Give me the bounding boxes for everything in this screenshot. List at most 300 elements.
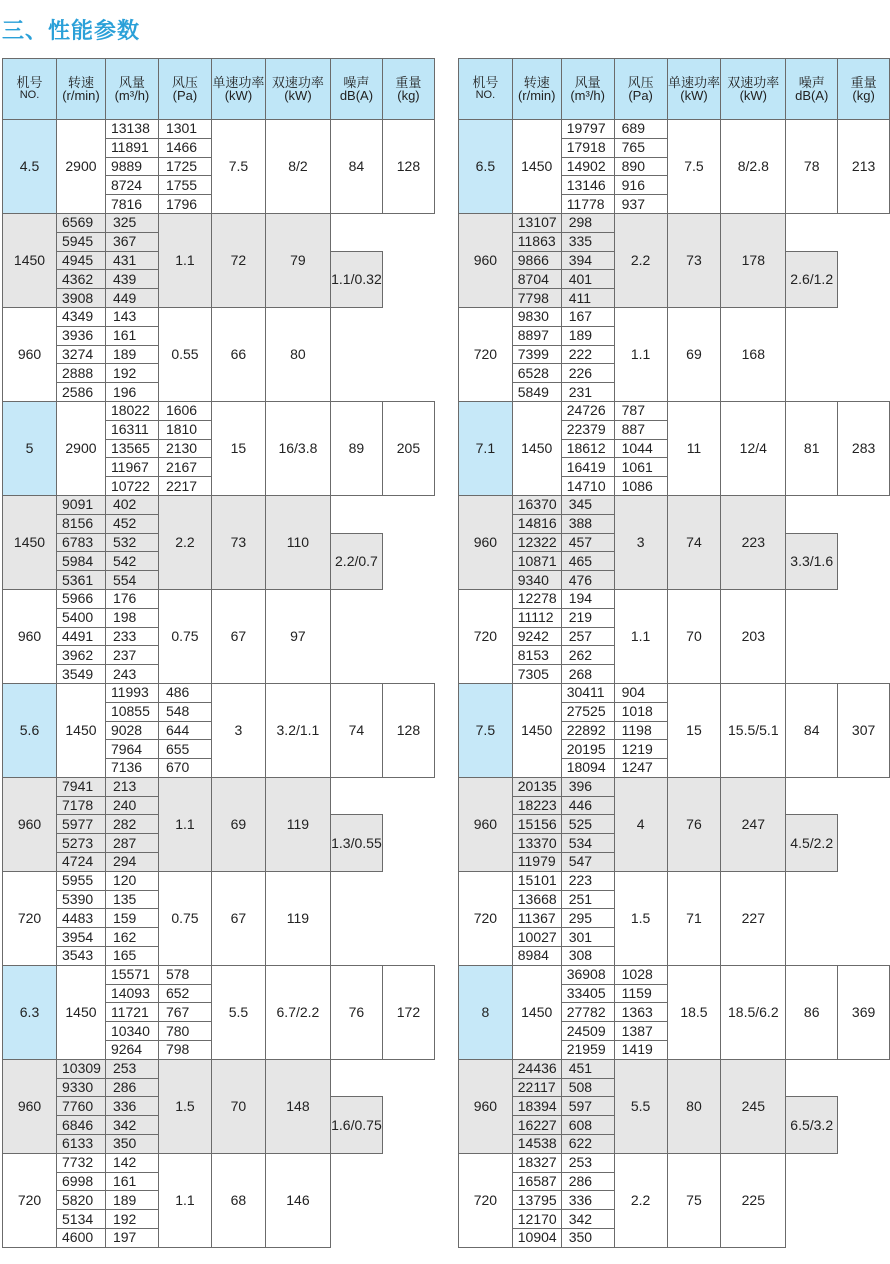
header-noise-unit: dB(A): [795, 88, 829, 103]
weight-cell: 245: [721, 1059, 786, 1153]
speed-cell: 960: [3, 777, 57, 871]
pressure-cell: 476: [561, 571, 614, 590]
single-power-cell: 2.2: [158, 495, 211, 589]
flow-cell: 3549: [57, 665, 106, 684]
flow-cell: 14538: [512, 1135, 561, 1154]
noise-cell: 72: [211, 213, 265, 307]
pressure-cell: 165: [105, 947, 158, 966]
speed-group: [3, 871, 435, 965]
dual-power-cell-low: 1.1/0.32: [330, 251, 382, 307]
speed-cell: 2900: [57, 401, 106, 495]
flow-cell: 14093: [105, 984, 158, 1003]
weight-cell: 80: [265, 307, 330, 401]
dual-power-cell-high: 16/3.8: [265, 401, 330, 495]
flow-cell: 27525: [561, 702, 614, 721]
noise-cell: 76: [330, 965, 382, 1059]
pressure-cell: 548: [158, 702, 211, 721]
speed-group: [459, 683, 890, 777]
flow-cell: 3954: [57, 928, 106, 947]
pressure-cell: 670: [158, 759, 211, 778]
pressure-cell: 189: [561, 326, 614, 345]
pressure-cell: 1725: [158, 157, 211, 176]
single-power-cell: 1.1: [614, 589, 667, 683]
single-power-cell: 1.1: [158, 777, 211, 871]
header-model-label: 机号: [472, 75, 499, 90]
pressure-cell: 1387: [614, 1022, 667, 1041]
pressure-cell: 1796: [158, 195, 211, 214]
speed-cell: 720: [3, 1153, 57, 1247]
pressure-cell: 394: [561, 251, 614, 270]
pressure-cell: 336: [561, 1191, 614, 1210]
flow-cell: 33405: [561, 984, 614, 1003]
pressure-cell: 167: [561, 307, 614, 326]
pressure-cell: 162: [105, 928, 158, 947]
flow-cell: 9091: [57, 495, 106, 514]
speed-group: [459, 965, 890, 1059]
pressure-cell: 655: [158, 740, 211, 759]
flow-cell: 9889: [105, 157, 158, 176]
header-speed-unit: (r/min): [62, 88, 100, 103]
pressure-cell: 223: [561, 871, 614, 890]
header-speed-label: 转速: [523, 75, 550, 90]
flow-cell: 3543: [57, 947, 106, 966]
speed-group: [3, 120, 435, 214]
pressure-cell: 222: [561, 345, 614, 364]
header-single-power-unit: (kW): [224, 88, 253, 103]
pressure-cell: 644: [158, 721, 211, 740]
header-weight-unit: (kg): [397, 88, 420, 103]
flow-cell: 9330: [57, 1078, 106, 1097]
table-row: [459, 495, 890, 514]
flow-cell: 7732: [57, 1153, 106, 1172]
table-row: [459, 307, 890, 326]
speed-cell: 720: [459, 589, 513, 683]
flow-cell: 7964: [105, 740, 158, 759]
speed-group: [459, 589, 890, 683]
pressure-cell: 301: [561, 928, 614, 947]
flow-cell: 30411: [561, 683, 614, 702]
model-number-cell: 7.5: [459, 683, 513, 777]
pressure-cell: 597: [561, 1097, 614, 1116]
pressure-cell: 176: [105, 589, 158, 608]
header-single-power-unit: (kW): [680, 88, 708, 103]
pressure-cell: 542: [105, 552, 158, 571]
single-power-cell: 0.55: [158, 307, 211, 401]
speed-group: [459, 120, 890, 214]
single-power-cell: 1.1: [614, 307, 667, 401]
speed-cell: 720: [459, 871, 513, 965]
noise-cell: 86: [786, 965, 838, 1059]
pressure-cell: 452: [105, 514, 158, 533]
pressure-cell: 451: [561, 1059, 614, 1078]
single-power-cell: 5.5: [614, 1059, 667, 1153]
speed-group: [3, 683, 435, 777]
table-row: [459, 1059, 890, 1078]
pressure-cell: 192: [105, 364, 158, 383]
dual-power-cell-low: 4.5/2.2: [786, 815, 838, 871]
flow-cell: 14710: [561, 477, 614, 496]
speed-cell: 720: [459, 1153, 513, 1247]
flow-cell: 4724: [57, 853, 106, 872]
flow-cell: 7178: [57, 796, 106, 815]
speed-cell: 1450: [3, 495, 57, 589]
pressure-cell: 1363: [614, 1003, 667, 1022]
header-noise-unit: dB(A): [339, 88, 374, 103]
dual-power-cell-high: 12/4: [721, 401, 786, 495]
weight-cell: 227: [721, 871, 786, 965]
noise-cell: 67: [211, 589, 265, 683]
weight-cell: 178: [721, 213, 786, 307]
header-model: [3, 59, 57, 120]
flow-cell: 16370: [512, 495, 561, 514]
flow-cell: 7399: [512, 345, 561, 364]
dual-power-cell-high: 18.5/6.2: [721, 965, 786, 1059]
pressure-cell: 350: [561, 1229, 614, 1248]
header-dual-power: [721, 59, 786, 120]
flow-cell: 5849: [512, 383, 561, 402]
flow-cell: 12322: [512, 533, 561, 552]
pressure-cell: 295: [561, 909, 614, 928]
pressure-cell: 1061: [614, 458, 667, 477]
flow-cell: 11863: [512, 232, 561, 251]
dual-power-cell-high: 8/2.8: [721, 120, 786, 214]
header-weight-label: 重量: [850, 75, 877, 90]
single-power-cell: 15: [211, 401, 265, 495]
pressure-cell: 608: [561, 1116, 614, 1135]
header-flow: [561, 59, 614, 120]
header-model-unit: NO.: [475, 89, 496, 101]
header-weight: [838, 59, 890, 120]
noise-cell: 89: [330, 401, 382, 495]
speed-group: [459, 1153, 890, 1247]
noise-cell: 69: [667, 307, 721, 401]
pressure-cell: 388: [561, 514, 614, 533]
single-power-cell: 7.5: [667, 120, 721, 214]
table-row: [3, 401, 435, 420]
pressure-cell: 780: [158, 1022, 211, 1041]
pressure-cell: 257: [561, 627, 614, 646]
speed-group: [3, 777, 435, 871]
noise-cell: 74: [330, 683, 382, 777]
pressure-cell: 402: [105, 495, 158, 514]
weight-cell: 283: [838, 401, 890, 495]
performance-table-right: [458, 58, 890, 1248]
pressure-cell: 532: [105, 533, 158, 552]
speed-cell: 1450: [512, 120, 561, 214]
flow-cell: 5820: [57, 1191, 106, 1210]
flow-cell: 5977: [57, 815, 106, 834]
header-model-label: 机号: [16, 75, 43, 90]
pressure-cell: 161: [105, 1172, 158, 1191]
flow-cell: 8724: [105, 176, 158, 195]
pressure-cell: 298: [561, 213, 614, 232]
single-power-cell: 11: [667, 401, 721, 495]
speed-cell: 2900: [57, 120, 106, 214]
header-model: [459, 59, 513, 120]
pressure-cell: 652: [158, 984, 211, 1003]
speed-group: [459, 307, 890, 401]
noise-cell: 84: [330, 120, 382, 214]
pressure-cell: 253: [561, 1153, 614, 1172]
flow-cell: 14902: [561, 157, 614, 176]
flow-cell: 11112: [512, 608, 561, 627]
pressure-cell: 1810: [158, 420, 211, 439]
pressure-cell: 286: [561, 1172, 614, 1191]
pressure-cell: 457: [561, 533, 614, 552]
pressure-cell: 890: [614, 157, 667, 176]
weight-cell: 148: [265, 1059, 330, 1153]
flow-cell: 9340: [512, 571, 561, 590]
header-weight-label: 重量: [395, 75, 422, 90]
dual-power-cell-low: 2.6/1.2: [786, 251, 838, 307]
pressure-cell: 916: [614, 176, 667, 195]
pressure-cell: 213: [105, 777, 158, 796]
pressure-cell: 335: [561, 232, 614, 251]
flow-cell: 11778: [561, 195, 614, 214]
table-row: [459, 213, 890, 232]
weight-cell: 213: [838, 120, 890, 214]
pressure-cell: 367: [105, 232, 158, 251]
header-single-power-label: 单速功率: [212, 75, 265, 90]
flow-cell: 9264: [105, 1041, 158, 1060]
pressure-cell: 1086: [614, 477, 667, 496]
pressure-cell: 486: [158, 683, 211, 702]
flow-cell: 5955: [57, 871, 106, 890]
pressure-cell: 449: [105, 289, 158, 308]
pressure-cell: 554: [105, 571, 158, 590]
flow-cell: 22379: [561, 420, 614, 439]
model-number-cell: 4.5: [3, 120, 57, 214]
pressure-cell: 308: [561, 947, 614, 966]
table-row: [459, 1153, 890, 1172]
speed-cell: 1450: [57, 965, 106, 1059]
table-row: [3, 1059, 435, 1078]
flow-cell: 7305: [512, 665, 561, 684]
header-speed: [57, 59, 106, 120]
flow-cell: 22892: [561, 721, 614, 740]
flow-cell: 2888: [57, 364, 106, 383]
pressure-cell: 194: [561, 589, 614, 608]
header-model-unit: NO.: [19, 89, 40, 101]
noise-cell: 76: [667, 777, 721, 871]
flow-cell: 10309: [57, 1059, 106, 1078]
pressure-cell: 197: [105, 1229, 158, 1248]
model-number-cell: 7.1: [459, 401, 513, 495]
speed-cell: 1450: [57, 683, 106, 777]
model-number-cell: 8: [459, 965, 513, 1059]
flow-cell: 15571: [105, 965, 158, 984]
dual-power-cell-low: 1.3/0.55: [330, 815, 382, 871]
header-noise-label: 噪声: [343, 75, 370, 90]
flow-cell: 12278: [512, 589, 561, 608]
page-title: 三、性能参数: [2, 19, 141, 44]
flow-cell: 6528: [512, 364, 561, 383]
noise-cell: 70: [667, 589, 721, 683]
pressure-cell: 142: [105, 1153, 158, 1172]
speed-group: [3, 589, 435, 683]
pressure-cell: 508: [561, 1078, 614, 1097]
speed-cell: 960: [3, 1059, 57, 1153]
pressure-cell: 622: [561, 1135, 614, 1154]
flow-cell: 18612: [561, 439, 614, 458]
flow-cell: 11721: [105, 1003, 158, 1022]
flow-cell: 9028: [105, 721, 158, 740]
weight-cell: 119: [265, 777, 330, 871]
speed-cell: 1450: [512, 683, 561, 777]
flow-cell: 6846: [57, 1116, 106, 1135]
pressure-cell: 262: [561, 646, 614, 665]
header-pressure-label: 风压: [171, 75, 198, 90]
pressure-cell: 253: [105, 1059, 158, 1078]
table-row: [3, 213, 435, 232]
header-dual-power: [265, 59, 330, 120]
pressure-cell: 465: [561, 552, 614, 571]
weight-cell: 168: [721, 307, 786, 401]
flow-cell: 5400: [57, 608, 106, 627]
pressure-cell: 1198: [614, 721, 667, 740]
flow-cell: 10340: [105, 1022, 158, 1041]
weight-cell: 203: [721, 589, 786, 683]
speed-cell: 1450: [512, 401, 561, 495]
table-row: [459, 120, 890, 139]
flow-cell: 22117: [512, 1078, 561, 1097]
speed-cell: 960: [459, 495, 513, 589]
flow-cell: 4349: [57, 307, 106, 326]
table-row: [3, 965, 435, 984]
single-power-cell: 0.75: [158, 589, 211, 683]
dual-power-cell-high: 8/2: [265, 120, 330, 214]
pressure-cell: 342: [561, 1210, 614, 1229]
weight-cell: 172: [382, 965, 434, 1059]
pressure-cell: 268: [561, 665, 614, 684]
flow-cell: 5966: [57, 589, 106, 608]
table-header: [459, 59, 890, 120]
flow-cell: 8156: [57, 514, 106, 533]
pressure-cell: 937: [614, 195, 667, 214]
pressure-cell: 2217: [158, 477, 211, 496]
flow-cell: 6998: [57, 1172, 106, 1191]
speed-group: [459, 871, 890, 965]
flow-cell: 5945: [57, 232, 106, 251]
single-power-cell: 3: [614, 495, 667, 589]
pressure-cell: 396: [561, 777, 614, 796]
speed-cell: 960: [459, 213, 513, 307]
pressure-cell: 237: [105, 646, 158, 665]
flow-cell: 27782: [561, 1003, 614, 1022]
flow-cell: 15101: [512, 871, 561, 890]
pressure-cell: 401: [561, 270, 614, 289]
speed-group: [459, 1059, 890, 1153]
speed-cell: 960: [3, 589, 57, 683]
header-noise: [330, 59, 382, 120]
noise-cell: 73: [211, 495, 265, 589]
weight-cell: 128: [382, 120, 434, 214]
noise-cell: 73: [667, 213, 721, 307]
flow-cell: 11993: [105, 683, 158, 702]
speed-cell: 720: [459, 307, 513, 401]
weight-cell: 369: [838, 965, 890, 1059]
noise-cell: 70: [211, 1059, 265, 1153]
performance-table-left: [2, 58, 435, 1248]
flow-cell: 9830: [512, 307, 561, 326]
dual-power-cell-low: 6.5/3.2: [786, 1097, 838, 1153]
weight-cell: 247: [721, 777, 786, 871]
header-row: [3, 59, 435, 120]
header-single-power-label: 单速功率: [667, 75, 720, 90]
speed-group: [3, 1153, 435, 1247]
dual-power-cell-high: 6.7/2.2: [265, 965, 330, 1059]
flow-cell: 11979: [512, 853, 561, 872]
flow-cell: 24436: [512, 1059, 561, 1078]
pressure-cell: 765: [614, 138, 667, 157]
speed-group: [3, 401, 435, 495]
pressure-cell: 135: [105, 890, 158, 909]
pressure-cell: 798: [158, 1041, 211, 1060]
noise-cell: 66: [211, 307, 265, 401]
speed-group: [3, 1059, 435, 1153]
flow-cell: 7941: [57, 777, 106, 796]
pressure-cell: 240: [105, 796, 158, 815]
speed-group: [459, 495, 890, 589]
flow-cell: 11891: [105, 138, 158, 157]
flow-cell: 5984: [57, 552, 106, 571]
flow-cell: 8984: [512, 947, 561, 966]
header-speed: [512, 59, 561, 120]
single-power-cell: 4: [614, 777, 667, 871]
pressure-cell: 189: [105, 345, 158, 364]
pressure-cell: 1018: [614, 702, 667, 721]
noise-cell: 75: [667, 1153, 721, 1247]
weight-cell: 205: [382, 401, 434, 495]
speed-group: [459, 213, 890, 307]
flow-cell: 4362: [57, 270, 106, 289]
header-dual-power-label: 双速功率: [727, 75, 780, 90]
flow-cell: 7798: [512, 289, 561, 308]
table-row: [459, 871, 890, 890]
single-power-cell: 1.1: [158, 1153, 211, 1247]
pressure-cell: 294: [105, 853, 158, 872]
noise-cell: 84: [786, 683, 838, 777]
single-power-cell: 1.1: [158, 213, 211, 307]
pressure-cell: 547: [561, 853, 614, 872]
noise-cell: 69: [211, 777, 265, 871]
header-speed-unit: (r/min): [517, 88, 556, 103]
flow-cell: 18394: [512, 1097, 561, 1116]
pressure-cell: 251: [561, 890, 614, 909]
pressure-cell: 525: [561, 815, 614, 834]
header-flow-label: 风量: [118, 75, 145, 90]
single-power-cell: 2.2: [614, 1153, 667, 1247]
noise-cell: 71: [667, 871, 721, 965]
header-dual-power-label: 双速功率: [271, 75, 324, 90]
table-row: [459, 589, 890, 608]
weight-cell: 79: [265, 213, 330, 307]
flow-cell: 12170: [512, 1210, 561, 1229]
flow-cell: 18223: [512, 796, 561, 815]
pressure-cell: 161: [105, 326, 158, 345]
weight-cell: 307: [838, 683, 890, 777]
header-pressure-unit: (Pa): [628, 88, 653, 103]
speed-group: [3, 495, 435, 589]
speed-group: [459, 401, 890, 495]
flow-cell: 10855: [105, 702, 158, 721]
flow-cell: 3274: [57, 345, 106, 364]
header-weight-unit: (kg): [852, 88, 875, 103]
header-pressure: [614, 59, 667, 120]
weight-cell: 119: [265, 871, 330, 965]
single-power-cell: 3: [211, 683, 265, 777]
flow-cell: 5134: [57, 1210, 106, 1229]
